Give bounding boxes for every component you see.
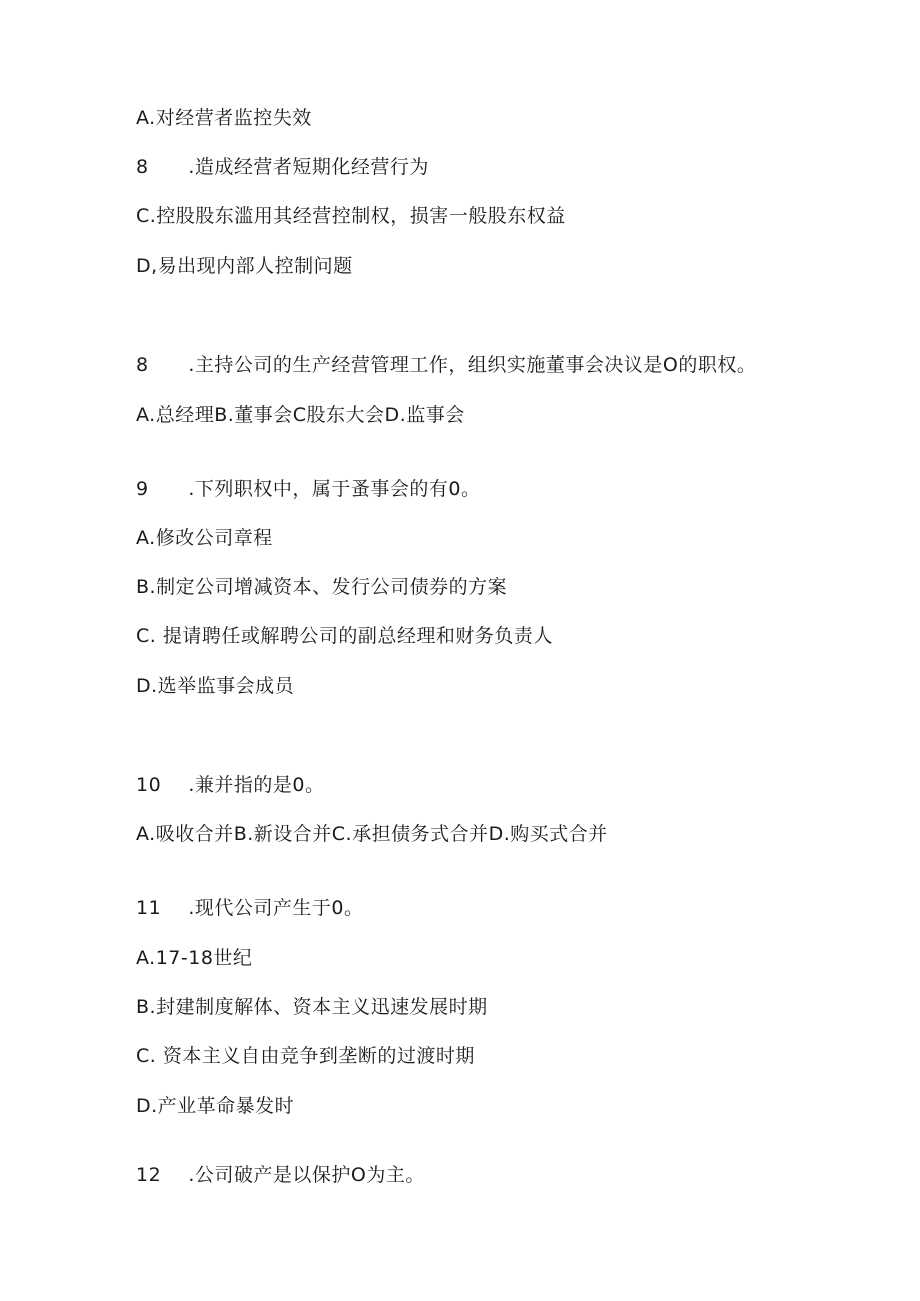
question-12: 12 .公司破产是以保护O为主。 (136, 1164, 425, 1186)
option-c-q7: C.控股股东滥用其经营控制权，损害一般股东权益 (136, 205, 566, 227)
question-11: 11 .现代公司产生于0。 (136, 897, 364, 919)
question-9: 9 .下列职权中，属于蚤事会的有0。 (136, 478, 481, 500)
options-q8: A.总经理B.董事会C股东大会D.监事会 (136, 404, 465, 426)
option-a-q9: A.修改公司章程 (136, 527, 273, 549)
option-a-q7: A.对经营者监控失效 (136, 107, 312, 129)
option-d-q7: D,易出现内部人控制问题 (136, 255, 353, 277)
option-b-q11: B.封建制度解体、资本主义迅速发展时期 (136, 996, 488, 1018)
question-10: 10 .兼并指的是0。 (136, 774, 325, 796)
option-b-q7: 8 .造成经营者短期化经营行为 (136, 156, 429, 178)
option-c-q9: C. 提请聘任或解聘公司的副总经理和财务负责人 (136, 625, 553, 647)
option-b-q9: B.制定公司增减资本、发行公司债券的方案 (136, 576, 508, 598)
option-c-q11: C. 资本主义自由竞争到垄断的过渡时期 (136, 1045, 475, 1067)
option-d-q9: D.选举监事会成员 (136, 675, 295, 697)
options-q10: A.吸收合并B.新设合并C.承担债务式合并D.购买式合并 (136, 823, 608, 845)
question-8: 8 .主持公司的生产经营管理工作，组织实施董事会决议是O的职权。 (136, 354, 757, 376)
option-a-q11: A.17-18世纪 (136, 947, 253, 969)
option-d-q11: D.产业革命暴发时 (136, 1095, 295, 1117)
